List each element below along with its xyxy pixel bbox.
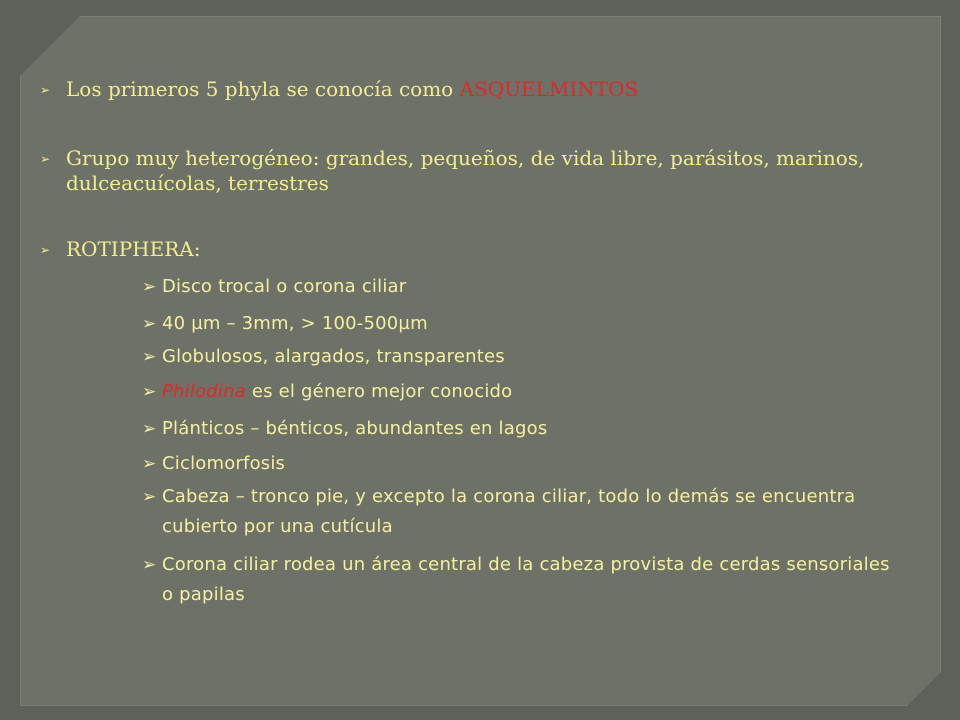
bullet-text: Los primeros 5 phyla se conocía como ASQUELMINTOS (66, 77, 639, 101)
sub-bullet-text: Plánticos – bénticos, abundantes en lagos (162, 418, 548, 439)
sub-bullet-text: Ciclomorfosis (162, 453, 286, 474)
bullet-text: Grupo muy heterogéneo: grandes, pequeños, de vida libre, parásitos, marinos, dulceacuícolas, terrestres (66, 146, 865, 195)
bullet-text: ROTIPHERA: (66, 237, 201, 261)
highlight-text: ASQUELMINTOS (459, 77, 639, 101)
arrow-bullet-icon: ➢ (142, 382, 157, 402)
arrow-bullet-icon: ➢ (40, 243, 51, 257)
sub-bullet-text: Cabeza – tronco pie, y excepto la corona ciliar, todo lo demás se encuentra cubierto por una cutícula (162, 486, 856, 537)
arrow-bullet-icon: ➢ (142, 555, 157, 575)
arrow-bullet-icon: ➢ (142, 314, 157, 334)
arrow-bullet-icon: ➢ (142, 454, 157, 474)
genus-name: Philodina (162, 381, 246, 402)
arrow-bullet-icon: ➢ (40, 152, 51, 166)
arrow-bullet-icon: ➢ (142, 277, 157, 297)
arrow-bullet-icon: ➢ (142, 347, 157, 367)
sub-bullet-text: Globulosos, alargados, transparentes (162, 346, 505, 367)
sub-bullet-text: Corona ciliar rodea un área central de la cabeza provista de cerdas sensoriales o papilas (162, 554, 890, 605)
sub-bullet-text: 40 µm – 3mm, > 100-500µm (162, 313, 428, 334)
sub-bullet-text: Philodina es el género mejor conocido (162, 381, 513, 402)
sub-bullet-text: Disco trocal o corona ciliar (162, 276, 407, 297)
arrow-bullet-icon: ➢ (142, 487, 157, 507)
arrow-bullet-icon: ➢ (40, 83, 51, 97)
arrow-bullet-icon: ➢ (142, 419, 157, 439)
